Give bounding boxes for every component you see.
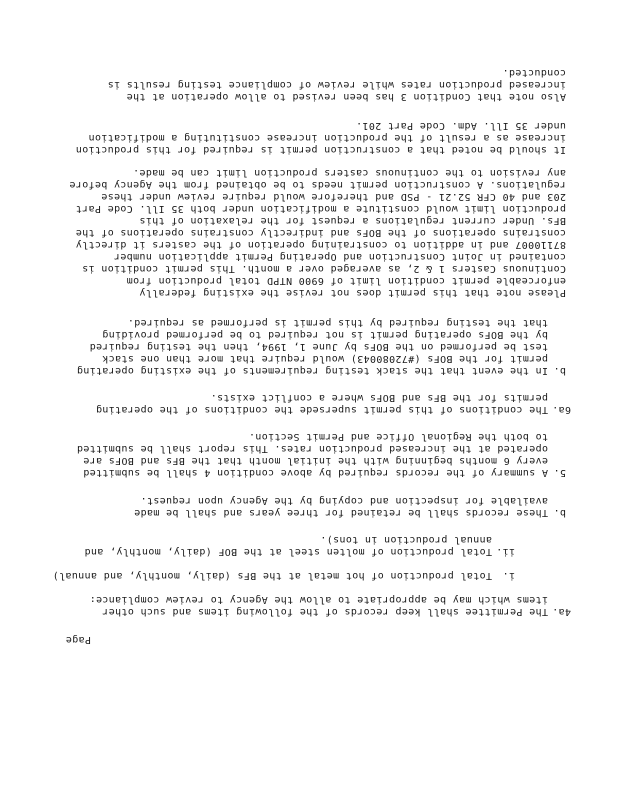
condition-text-line: permit for the BOFs (#72080043) would require that more than one stack [102, 353, 548, 364]
paragraph-line: increase as a result of the production increase constituting a modification [88, 132, 566, 143]
sub-item-text-line: Total production of molten steel at the BOF (daily, monthly, and [84, 546, 492, 557]
condition-text-line: operated at the increased production rates. This report shall be submitted [76, 443, 548, 454]
page-label: Page [65, 634, 91, 645]
paragraph-line: conducted. [502, 67, 566, 78]
condition-text-line: These records shall be retained for three years and shall be made [133, 507, 548, 518]
sub-item-text-line: Total production of hot metal at the BFs (daily, monthly, and annual) [52, 570, 492, 581]
paragraph-line: constrains operations of the BOFs and indirectly constrains operations of the [75, 227, 566, 238]
paragraph-line: 87110007 and in addition to constraining operation of the casters it directly [75, 239, 566, 250]
condition-number: b. [553, 507, 566, 518]
condition-number: 5. [553, 467, 566, 478]
condition-number: 6a. [551, 404, 571, 415]
paragraph-line: regulations. A construction permit needs to be obtained from the Agency before [69, 179, 566, 190]
condition-text-line: The Permittee shall keep records of the following items and such other [102, 606, 548, 617]
condition-text-line: available for inspection and copying by the Agency upon request. [140, 495, 548, 506]
condition-text-line: A summary of the records required by above condition 4 shall be submitted [82, 467, 548, 478]
condition-text-line: every 6 months beginning with the initial month that the BFs and BOFs are [82, 455, 548, 466]
condition-number: b. [553, 365, 566, 376]
paragraph-line: Continuous Casters 1 & 2, as averaged over a month. This permit condition is [81, 263, 566, 274]
paragraph-line: 203 and 40 CFR 52.21 - PSD and therefore would require review under these [100, 191, 566, 202]
paragraph-line: enforceable permit condition limit of 6900 NTPD total production from [126, 275, 566, 286]
paragraph-line: Also note that Condition 3 has been revised to allow operation at the [126, 91, 566, 102]
condition-text-line: that the testing required by this permit is performed as required. [127, 317, 548, 328]
sub-item-number: ii. [495, 546, 515, 557]
paragraph-line: under 35 Ill. Adm. Code Part 201. [355, 120, 566, 131]
paragraph-line: increased production rates while review of compliance testing results is [107, 79, 566, 90]
condition-text-line: In the event that the stack testing requirements of the existing operating [76, 365, 548, 376]
condition-text-line: permits for the BFs and BOFs where a conflict exists. [210, 392, 548, 403]
paragraph-line: It should be noted that a construction permit is required for this production [75, 144, 566, 155]
paragraph-line: contained in Joint Construction and Operating Permit application number [113, 251, 566, 262]
paragraph-line: Please note that this permit does not revise the existing federally [139, 287, 566, 298]
paragraph-line: production limit would constitute a modification under both 35 Ill. Code Part [75, 203, 566, 214]
paragraph-line: any revision to the continuous casters production limit can be made. [132, 167, 566, 178]
condition-text-line: test be performed on the BOFs by June 1, 1994, then the testing required [89, 341, 548, 352]
condition-text-line: items which may be appropriate to allow the Agency to review compliance: [89, 594, 548, 605]
condition-text-line: to both the Regional Office and Permit Section. [248, 431, 548, 442]
paragraph-line: BFs. Under current regulations a request for the relaxation of this [139, 215, 566, 226]
condition-number: 4a. [551, 606, 571, 617]
condition-text-line: The conditions of this permit supersede the conditions of the operating [95, 404, 548, 415]
sub-item-text-line: annual production in tons). [319, 534, 492, 545]
condition-text-line: by the BOFs operating permit is not required to be performed providing [102, 329, 548, 340]
sub-item-number: i. [502, 570, 515, 581]
